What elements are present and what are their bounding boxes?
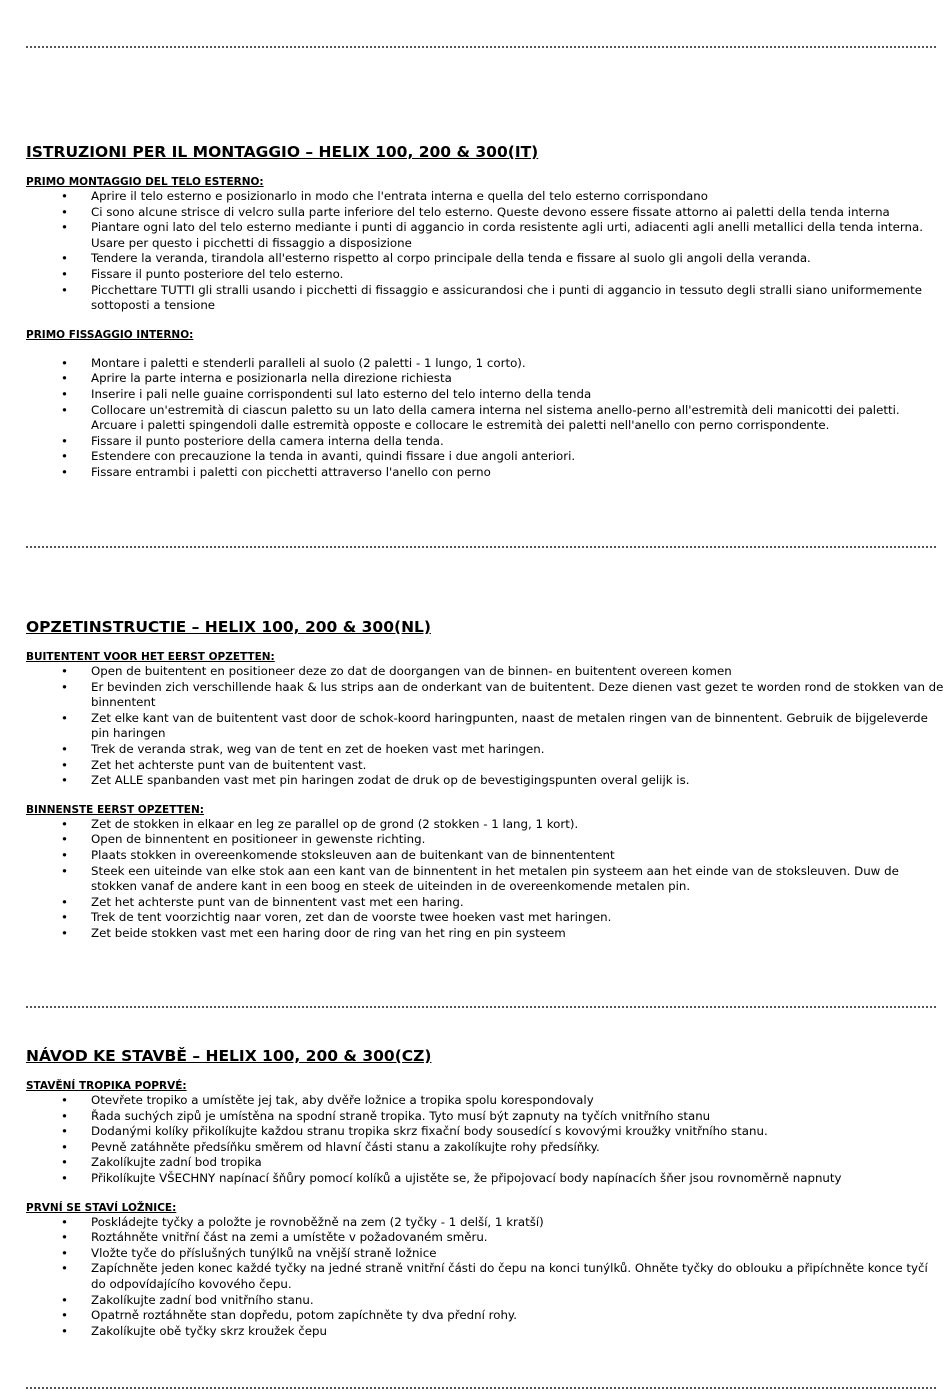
- instruction-list: [26, 664, 946, 789]
- section-czech: [26, 1046, 946, 1339]
- list-item: • Er bevinden zich verschillende haak & lus strips aan de onderkant van de buitentent. Deze dienen vast gezet te worden rond de stokken van de binnentent: [91, 680, 946, 711]
- instruction-list: [26, 1215, 946, 1340]
- list-item: • Vložte tyče do příslušných tunýlků na vnější straně ložnice: [91, 1246, 946, 1262]
- section-title: OPZETINSTRUCTIE – HELIX 100, 200 & 300(NL): [26, 618, 432, 636]
- section-title: ISTRUZIONI PER IL MONTAGGIO – HELIX 100, 200 & 300(IT): [26, 143, 539, 161]
- list-item: • Zet beide stokken vast met een haring door de ring van het ring en pin systeem: [91, 926, 946, 942]
- list-item: • Picchettare TUTTI gli stralli usando i picchetti di fissaggio e assicurandosi che i punti di aggancio in tessuto degli stralli siano uniformemente sottoposti a tensione: [91, 283, 946, 314]
- list-item: • Zakolíkujte zadní bod vnitřního stanu.: [91, 1293, 946, 1309]
- list-item: • Řada suchých zipů je umístěna na spodní straně tropika. Tyto musí být zapnuty na tyčích vnitřního stanu: [91, 1109, 946, 1125]
- dotted-separator-1: [26, 46, 936, 48]
- list-item: • Fissare il punto posteriore del telo esterno.: [91, 267, 946, 283]
- block-heading: STAVĚNÍ TROPIKA POPRVÉ:: [26, 1080, 187, 1092]
- list-item: • Open de binnentent en positioneer in gewenste richting.: [91, 832, 946, 848]
- list-item: • Přikolíkujte VŠECHNY napínací šňůry pomocí kolíků a ujistěte se, že připojovací body napínacích šňer jsou rovnoměrně napnuty: [91, 1171, 946, 1187]
- list-item: • Zet elke kant van de buitentent vast door de schok-koord haringpunten, naast de metalen ringen van de binnentent. Gebruik de bijgeleverde pin haringen: [91, 711, 946, 742]
- list-item: • Zapíchněte jeden konec každé tyčky na jedné straně vnitřní části do čepu na konci tunýlků. Ohněte tyčky do oblouku a připíchněte konce tyčí do odpovídajícího kovového čepu.: [91, 1261, 946, 1292]
- list-item: • Zakolíkujte zadní bod tropika: [91, 1155, 946, 1171]
- list-item: • Otevřete tropiko a umístěte jej tak, aby dvěře ložnice a tropika spolu korespondovaly: [91, 1093, 946, 1109]
- list-item: • Roztáhněte vnitřní část na zemi a umístěte v požadovaném směru.: [91, 1230, 946, 1246]
- list-item: • Aprire la parte interna e posizionarla nella direzione richiesta: [91, 371, 946, 387]
- section-italian: [26, 142, 946, 481]
- list-item: • Open de buitentent en positioneer deze zo dat de doorgangen van de binnen- en buitentent overeen komen: [91, 664, 946, 680]
- block-heading: PRIMO FISSAGGIO INTERNO:: [26, 328, 194, 341]
- dotted-separator-2: [26, 546, 936, 548]
- list-item: • Zakolíkujte obě tyčky skrz kroužek čepu: [91, 1324, 946, 1340]
- list-item: • Tendere la veranda, tirandola all'esterno rispetto al corpo principale della tenda e fissare al suolo gli angoli della veranda.: [91, 251, 946, 267]
- list-item: • Steek een uiteinde van elke stok aan een kant van de binnentent in het metalen pin systeem aan het einde van de stoksleuven. Duw de stokken vanaf de andere kant in een boog en steek de uiteinden in de overeenkomende metalen pin.: [91, 864, 946, 895]
- list-item: • Plaats stokken in overeenkomende stoksleuven aan de buitenkant van de binnententent: [91, 848, 946, 864]
- list-item: • Ci sono alcune strisce di velcro sulla parte inferiore del telo esterno. Queste devono essere fissate attorno ai paletti della tenda interna: [91, 205, 946, 221]
- list-item: • Trek de tent voorzichtig naar voren, zet dan de voorste twee hoeken vast met haringen.: [91, 910, 946, 926]
- dotted-separator-4: [26, 1387, 936, 1389]
- block-heading: BINNENSTE EERST OPZETTEN:: [26, 803, 204, 816]
- list-item: • Dodanými kolíky přikolíkujte každou stranu tropika skrz fixační body sousedící s kovovými kroužky vnitřního stanu.: [91, 1124, 946, 1140]
- instruction-list: [26, 356, 946, 481]
- list-item: • Opatrně roztáhněte stan dopředu, potom zapíchněte ty dva přední rohy.: [91, 1308, 946, 1324]
- block-heading: BUITENTENT VOOR HET EERST OPZETTEN:: [26, 651, 275, 663]
- list-item: • Zet het achterste punt van de binnentent vast met een haring.: [91, 895, 946, 911]
- block-heading: PRIMO MONTAGGIO DEL TELO ESTERNO:: [26, 176, 264, 188]
- list-item: • Estendere con precauzione la tenda in avanti, quindi fissare i due angoli anteriori.: [91, 449, 946, 465]
- section-title: NÁVOD KE STAVBĚ – HELIX 100, 200 & 300(CZ): [26, 1047, 432, 1065]
- instruction-list: [26, 1093, 946, 1187]
- section-dutch: [26, 617, 946, 942]
- instruction-list: [26, 189, 946, 314]
- list-item: • Zet de stokken in elkaar en leg ze parallel op de grond (2 stokken - 1 lang, 1 kort).: [91, 817, 946, 833]
- list-item: • Fissare entrambi i paletti con picchetti attraverso l'anello con perno: [91, 465, 946, 481]
- dotted-separator-3: [26, 1006, 936, 1008]
- list-item: • Trek de veranda strak, weg van de tent en zet de hoeken vast met haringen.: [91, 742, 946, 758]
- list-item: • Zet ALLE spanbanden vast met pin haringen zodat de druk op de bevestigingspunten overal gelijk is.: [91, 773, 946, 789]
- list-item: • Collocare un'estremità di ciascun paletto su un lato della camera interna nel sistema anello-perno all'estremità deli manicotti dei paletti. Arcuare i paletti spingendoli dalle estremità opposte e collocare le estremità dei paletti nell'anello con perno corrispondente.: [91, 403, 946, 434]
- list-item: • Zet het achterste punt van de buitentent vast.: [91, 758, 946, 774]
- list-item: • Pevně zatáhněte předsíňku směrem od hlavní části stanu a zakolíkujte rohy předsíňky.: [91, 1140, 946, 1156]
- list-item: • Aprire il telo esterno e posizionarlo in modo che l'entrata interna e quella del telo esterno corrispondano: [91, 189, 946, 205]
- list-item: • Poskládejte tyčky a položte je rovnoběžně na zem (2 tyčky - 1 delší, 1 kratší): [91, 1215, 946, 1231]
- list-item: • Fissare il punto posteriore della camera interna della tenda.: [91, 434, 946, 450]
- block-heading: PRVNÍ SE STAVÍ LOŽNICE:: [26, 1201, 177, 1214]
- list-item: • Piantare ogni lato del telo esterno mediante i punti di aggancio in corda resistente agli urti, adiacenti agli anelli metallici della tenda interna. Usare per questo i picchetti di fissaggio a disposizione: [91, 220, 946, 251]
- list-item: • Inserire i pali nelle guaine corrispondenti sul lato esterno del telo interno della tenda: [91, 387, 946, 403]
- list-item: • Montare i paletti e stenderli paralleli al suolo (2 paletti - 1 lungo, 1 corto).: [91, 356, 946, 372]
- instruction-list: [26, 817, 946, 942]
